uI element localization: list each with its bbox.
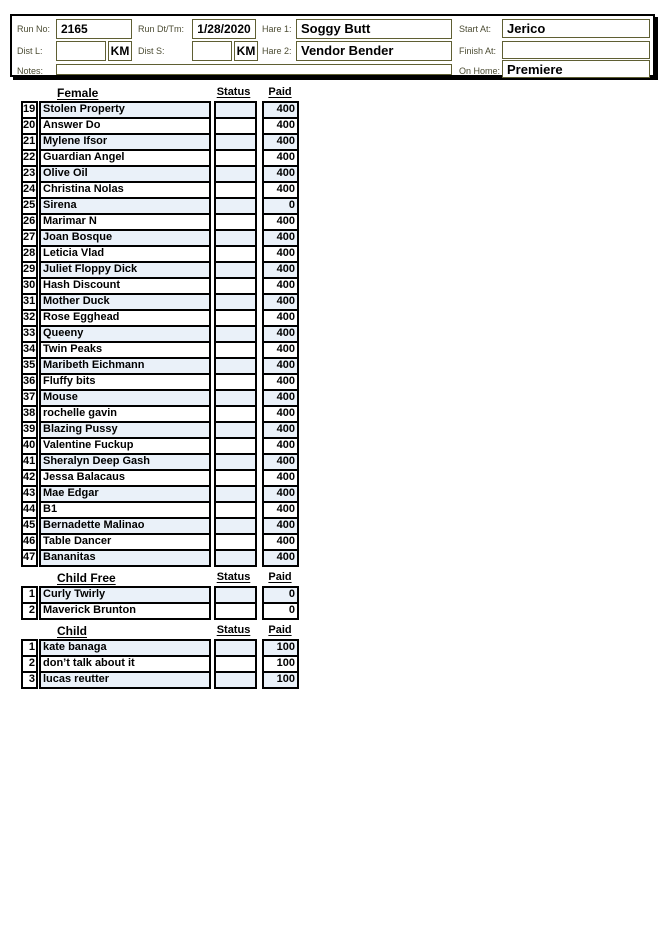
name-cell: Olive Oil (39, 165, 211, 183)
row-number-cell: 35 (21, 357, 38, 375)
row-number-cell: 21 (21, 133, 38, 151)
paid-cell: 400 (262, 517, 299, 535)
name-cell: Answer Do (39, 117, 211, 135)
dist-l-label: Dist L: (17, 46, 43, 56)
section-title: Child (57, 624, 87, 638)
on-home-label: On Home: (459, 66, 501, 76)
name-cell: Mother Duck (39, 293, 211, 311)
status-column-header: Status (216, 86, 251, 98)
paid-cell: 400 (262, 309, 299, 327)
name-cell: Bernadette Malinao (39, 517, 211, 535)
notes-label: Notes: (17, 66, 44, 76)
row-number-cell: 24 (21, 181, 38, 199)
status-column-header: Status (216, 624, 251, 636)
paid-cell: 400 (262, 453, 299, 471)
section-header (21, 622, 299, 639)
row-number-cell: 47 (21, 549, 38, 567)
paid-cell: 0 (262, 197, 299, 215)
status-cell[interactable] (214, 602, 257, 620)
paid-cell: 100 (262, 639, 299, 657)
name-cell: Queeny (39, 325, 211, 343)
section-header (21, 84, 299, 101)
row-number-cell: 40 (21, 437, 38, 455)
paid-column-header: Paid (268, 571, 292, 583)
run-no-field[interactable]: 2165 (56, 19, 132, 39)
paid-column-header: Paid (268, 86, 292, 98)
run-info-panel (10, 14, 655, 77)
name-cell: Jessa Balacaus (39, 469, 211, 487)
section-title: Female (57, 86, 99, 100)
paid-cell: 400 (262, 277, 299, 295)
name-cell: Joan Bosque (39, 229, 211, 247)
paid-cell: 400 (262, 485, 299, 503)
paid-cell: 0 (262, 602, 299, 620)
row-number-cell: 42 (21, 469, 38, 487)
row-number-cell: 27 (21, 229, 38, 247)
name-cell: Christina Nolas (39, 181, 211, 199)
paid-cell: 400 (262, 149, 299, 167)
name-cell: Marimar N (39, 213, 211, 231)
dist-l-unit: KM (108, 41, 132, 61)
name-cell: Maribeth Eichmann (39, 357, 211, 375)
row-number-cell: 33 (21, 325, 38, 343)
paid-cell: 400 (262, 437, 299, 455)
start-at-label: Start At: (459, 24, 492, 34)
paid-column-header: Paid (268, 624, 292, 636)
status-cell[interactable] (214, 549, 257, 567)
paid-cell: 400 (262, 341, 299, 359)
status-cell[interactable] (214, 671, 257, 689)
table-row (21, 602, 663, 620)
paid-cell: 400 (262, 229, 299, 247)
name-cell: Curly Twirly (39, 586, 211, 604)
paid-cell: 400 (262, 501, 299, 519)
hare2-field[interactable]: Vendor Bender (296, 41, 452, 61)
dist-s-field[interactable] (192, 41, 232, 61)
paid-cell: 400 (262, 533, 299, 551)
paid-cell: 100 (262, 671, 299, 689)
name-cell: Mouse (39, 389, 211, 407)
row-number-cell: 39 (21, 421, 38, 439)
paid-cell: 400 (262, 405, 299, 423)
name-cell: Stolen Property (39, 101, 211, 119)
row-number-cell: 43 (21, 485, 38, 503)
section (21, 622, 663, 689)
row-number-cell: 19 (21, 101, 38, 119)
name-cell: Maverick Brunton (39, 602, 211, 620)
row-number-cell: 3 (21, 671, 38, 689)
table-row (21, 549, 663, 567)
run-dt-label: Run Dt/Tm: (138, 24, 185, 34)
section-header (21, 569, 299, 586)
name-cell: Mylene Ifsor (39, 133, 211, 151)
row-number-cell: 41 (21, 453, 38, 471)
paid-cell: 400 (262, 261, 299, 279)
name-cell: Sirena (39, 197, 211, 215)
paid-cell: 400 (262, 389, 299, 407)
name-cell: Hash Discount (39, 277, 211, 295)
name-cell: Blazing Pussy (39, 421, 211, 439)
section-rows (21, 101, 663, 567)
paid-cell: 400 (262, 165, 299, 183)
attendance-sections (21, 84, 663, 689)
name-cell: B1 (39, 501, 211, 519)
row-number-cell: 2 (21, 655, 38, 673)
row-number-cell: 38 (21, 405, 38, 423)
row-number-cell: 23 (21, 165, 38, 183)
name-cell: kate banaga (39, 639, 211, 657)
name-cell: Table Dancer (39, 533, 211, 551)
section-rows (21, 586, 663, 620)
hare1-label: Hare 1: (262, 24, 292, 34)
name-cell: Juliet Floppy Dick (39, 261, 211, 279)
paid-cell: 400 (262, 549, 299, 567)
row-number-cell: 1 (21, 586, 38, 604)
paid-cell: 0 (262, 586, 299, 604)
name-cell: don’t talk about it (39, 655, 211, 673)
row-number-cell: 20 (21, 117, 38, 135)
dist-s-label: Dist S: (138, 46, 165, 56)
notes-field[interactable] (56, 64, 452, 75)
paid-cell: 400 (262, 373, 299, 391)
dist-s-unit: KM (234, 41, 258, 61)
table-row (21, 671, 663, 689)
finish-at-label: Finish At: (459, 46, 497, 56)
paid-cell: 400 (262, 133, 299, 151)
paid-cell: 400 (262, 181, 299, 199)
row-number-cell: 34 (21, 341, 38, 359)
section (21, 84, 663, 567)
hare2-label: Hare 2: (262, 46, 292, 56)
row-number-cell: 29 (21, 261, 38, 279)
paid-cell: 400 (262, 101, 299, 119)
row-number-cell: 28 (21, 245, 38, 263)
start-at-field[interactable]: Jerico (502, 19, 650, 38)
run-dt-field[interactable]: 1/28/2020 (192, 19, 256, 39)
name-cell: Fluffy bits (39, 373, 211, 391)
name-cell: Mae Edgar (39, 485, 211, 503)
row-number-cell: 45 (21, 517, 38, 535)
name-cell: Bananitas (39, 549, 211, 567)
dist-l-field[interactable] (56, 41, 106, 61)
hare1-field[interactable]: Soggy Butt (296, 19, 452, 39)
status-column-header: Status (216, 571, 251, 583)
name-cell: lucas reutter (39, 671, 211, 689)
run-no-label: Run No: (17, 24, 51, 34)
paid-cell: 400 (262, 293, 299, 311)
row-number-cell: 1 (21, 639, 38, 657)
row-number-cell: 31 (21, 293, 38, 311)
row-number-cell: 26 (21, 213, 38, 231)
paid-cell: 400 (262, 213, 299, 231)
paid-cell: 400 (262, 357, 299, 375)
row-number-cell: 25 (21, 197, 38, 215)
row-number-cell: 2 (21, 602, 38, 620)
name-cell: Rose Egghead (39, 309, 211, 327)
row-number-cell: 36 (21, 373, 38, 391)
finish-at-field[interactable] (502, 41, 650, 59)
paid-cell: 400 (262, 469, 299, 487)
section-rows (21, 639, 663, 689)
name-cell: Sheralyn Deep Gash (39, 453, 211, 471)
paid-cell: 400 (262, 117, 299, 135)
row-number-cell: 32 (21, 309, 38, 327)
name-cell: Valentine Fuckup (39, 437, 211, 455)
row-number-cell: 22 (21, 149, 38, 167)
paid-cell: 400 (262, 325, 299, 343)
section-title: Child Free (57, 571, 116, 585)
on-home-field[interactable]: Premiere (502, 60, 650, 78)
row-number-cell: 46 (21, 533, 38, 551)
paid-cell: 100 (262, 655, 299, 673)
row-number-cell: 30 (21, 277, 38, 295)
row-number-cell: 44 (21, 501, 38, 519)
row-number-cell: 37 (21, 389, 38, 407)
name-cell: Twin Peaks (39, 341, 211, 359)
name-cell: Leticia Vlad (39, 245, 211, 263)
section (21, 569, 663, 620)
name-cell: rochelle gavin (39, 405, 211, 423)
paid-cell: 400 (262, 421, 299, 439)
paid-cell: 400 (262, 245, 299, 263)
name-cell: Guardian Angel (39, 149, 211, 167)
